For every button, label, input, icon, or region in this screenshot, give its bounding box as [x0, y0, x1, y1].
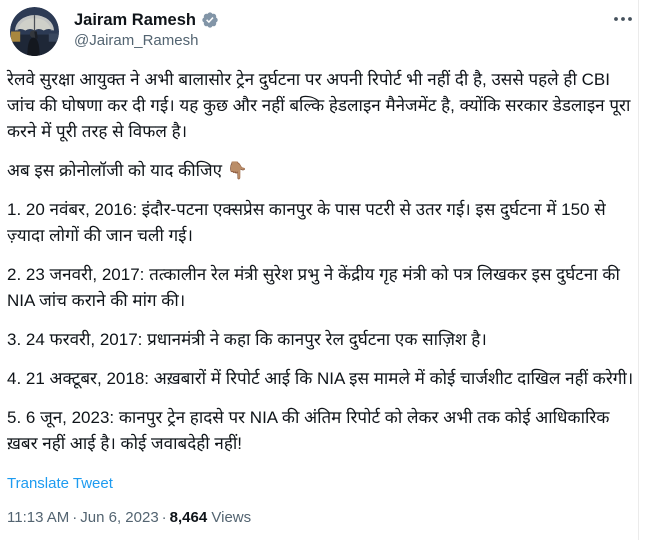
display-name: Jairam Ramesh [74, 11, 196, 29]
tweet-date: Jun 6, 2023 [80, 509, 159, 526]
tweet-meta-row [0, 496, 650, 528]
meta-separator: · [72, 509, 78, 526]
more-options-dots-icon [612, 12, 634, 26]
tweet-paragraph-chronology [7, 158, 636, 184]
meta-separator: · [161, 509, 167, 526]
verified-badge-icon [201, 11, 219, 29]
display-name-link[interactable] [74, 10, 219, 30]
pointing-down-emoji: 👇🏽 [226, 161, 248, 180]
tweet-header [0, 0, 650, 56]
avatar[interactable] [10, 7, 59, 56]
views-count: 8,464 [169, 509, 208, 526]
user-handle[interactable]: @Jairam_Ramesh [74, 32, 199, 49]
chronology-text: अब इस क्रोनोलॉजी को याद कीजिए [7, 161, 223, 180]
tweet-item-1: 1. 20 नवंबर, 2016: इंदौर-पटना एक्सप्रेस कानपुर के पास पटरी से उतर गई। इस दुर्घटना में 150 से ज़्यादा लोगों की जान चली गई। [7, 200, 606, 245]
tweet-item-4: 4. 21 अक्टूबर, 2018: अख़बारों में रिपोर्ट आई कि NIA इस मामले में कोई चार्जशीट दाखिल नहीं करेगी। [7, 369, 634, 388]
tweet-body [0, 56, 650, 496]
tweet-time: 11:13 AM [7, 509, 70, 526]
avatar-image-person-with-umbrella [10, 7, 59, 56]
tweet-paragraph-intro: रेलवे सुरक्षा आयुक्त ने अभी बालासोर ट्रेन दुर्घटना पर अपनी रिपोर्ट भी नहीं दी है, उससे पहले ही CBI जांच की घोषणा कर दी गई। यह कुछ और नहीं बल्कि हेडलाइन मैनेजमेंट है, क्योंकि सरकार डेडलाइन पूरा करने में पूरी तरह से विफल है। [7, 70, 631, 141]
tweet-item-3: 3. 24 फरवरी, 2017: प्रधानमंत्री ने कहा कि कानपुर रेल दुर्घटना एक साज़िश है। [7, 330, 487, 349]
views-label: Views [211, 509, 252, 526]
tweet-item-5: 5. 6 जून, 2023: कानपुर ट्रेन हादसे पर NIA की अंतिम रिपोर्ट को लेकर अभी तक कोई आधिकारिक ख़बर नहीं आई है। कोई जवाबदेही नहीं! [7, 408, 610, 453]
translate-tweet-link[interactable]: Translate Tweet [7, 475, 113, 492]
more-options-button[interactable] [612, 7, 634, 29]
tweet-item-2: 2. 23 जनवरी, 2017: तत्कालीन रेल मंत्री सुरेश प्रभु ने केंद्रीय गृह मंत्री को पत्र लिखकर इस दुर्घटना की NIA जांच कराने की मांग की। [7, 265, 620, 310]
user-names-block [74, 7, 219, 50]
page-right-border [638, 0, 639, 540]
